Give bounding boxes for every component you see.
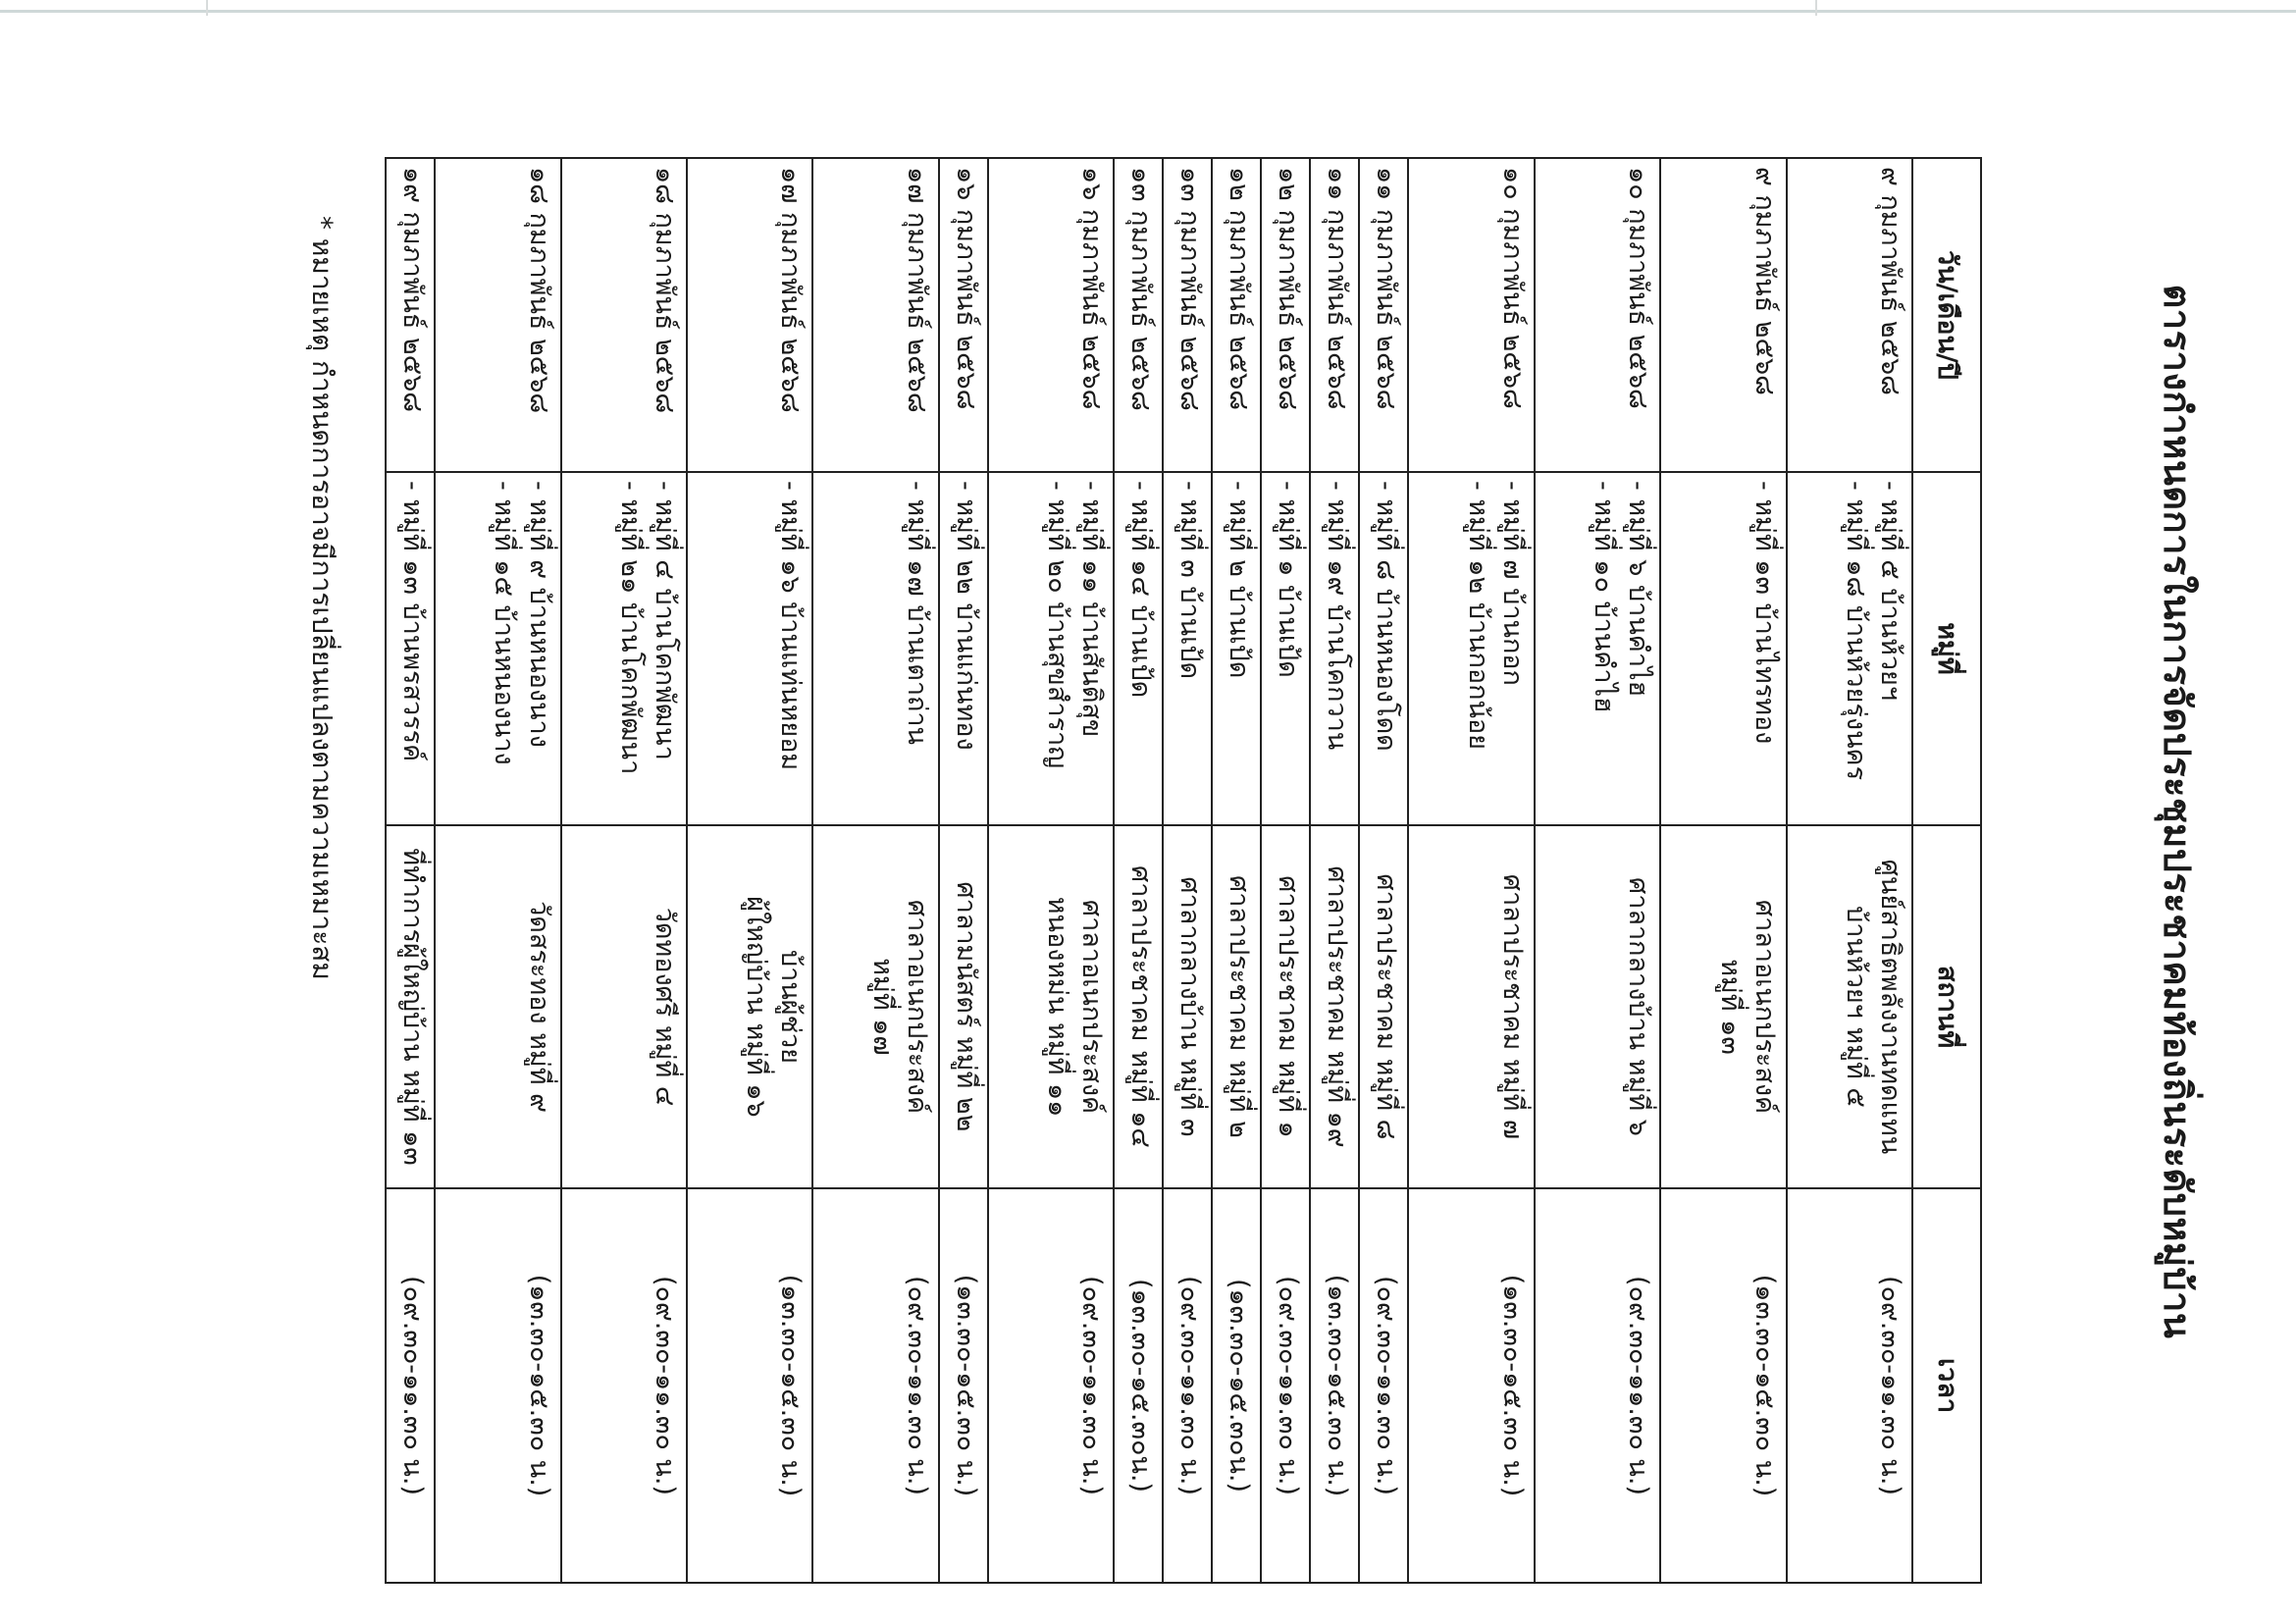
row-place bbox=[687, 825, 812, 1188]
row-time: (๐๙.๓๐-๑๑.๓๐ น.) bbox=[1359, 1188, 1408, 1583]
row-place bbox=[1359, 825, 1408, 1188]
row-place bbox=[1261, 825, 1310, 1188]
row-villages bbox=[988, 472, 1114, 825]
row-time: (๐๙.๓๐-๑๑.๓๐ น.) bbox=[561, 1188, 687, 1583]
row-villages bbox=[1261, 472, 1310, 825]
row-date: ๑๘ กุมภาพันธ์ ๒๕๖๘ bbox=[435, 158, 560, 472]
row-place bbox=[939, 825, 988, 1188]
place-line: ศาลาประชาคม หมู่ที่ ๑ bbox=[1273, 875, 1304, 1138]
table-row bbox=[1535, 158, 1660, 1583]
place-line: วัดทองศรี หมู่ที่ ๔ bbox=[649, 907, 680, 1107]
place-line: ศาลาประชาคม หมู่ที่ ๒ bbox=[1224, 875, 1255, 1138]
village-line: - หมู่ที่ ๑๓ บ้านพรสวรรค์ bbox=[397, 481, 429, 762]
village-line: - หมู่ที่ ๑๕ บ้านหนองนาง bbox=[489, 481, 520, 765]
footnote: * หมายเหตุ กำหนดการอาจมีการเปลี่ยนแปลงตามความเหมาะสม bbox=[306, 216, 339, 980]
row-place bbox=[1535, 825, 1660, 1188]
row-date: ๑๓ กุมภาพันธ์ ๒๕๖๘ bbox=[1163, 158, 1212, 472]
row-date: ๑๗ กุมภาพันธ์ ๒๕๖๘ bbox=[687, 158, 812, 472]
row-time: (๐๙.๓๐-๑๑.๓๐ น.) bbox=[988, 1188, 1114, 1583]
village-line: - หมู่ที่ ๓ บ้านเป้ด bbox=[1174, 481, 1206, 679]
place-line: ศาลามนัสตร์ หมู่ที่ ๒๒ bbox=[950, 881, 981, 1132]
place-line: หนองหม่น หมู่ที่ ๑๑ bbox=[1042, 896, 1073, 1118]
row-villages bbox=[561, 472, 687, 825]
table-row bbox=[1212, 158, 1261, 1583]
row-villages bbox=[939, 472, 988, 825]
schedule-table bbox=[385, 157, 1982, 1584]
document-title: ตารางกำหนดการในการจัดประชุมประชาคมท้องถิ่นระดับหมู่บ้าน bbox=[2156, 284, 2199, 1339]
row-place bbox=[435, 825, 560, 1188]
table-row bbox=[1310, 158, 1359, 1583]
row-time: (๑๓.๓๐-๑๕.๓๐ น.) bbox=[1660, 1188, 1786, 1583]
row-time: (๐๙.๓๐-๑๑.๓๐ น.) bbox=[812, 1188, 938, 1583]
table-row bbox=[988, 158, 1114, 1583]
row-time: (๐๙.๓๐-๑๑.๓๐ น.) bbox=[1163, 1188, 1212, 1583]
place-line: หมู่ที่ ๑๗ bbox=[866, 958, 898, 1056]
place-line: ศาลาอเนกประสงค์ bbox=[1076, 899, 1108, 1115]
place-line: ศาลาประชาคม หมู่ที่ ๘ bbox=[1371, 873, 1402, 1140]
row-time: (๑๓.๓๐-๑๕.๓๐น.) bbox=[1114, 1188, 1163, 1583]
village-line: - หมู่ที่ ๙ บ้านหนองนาง bbox=[523, 481, 554, 748]
row-date: ๑๙ กุมภาพันธ์ ๒๕๖๘ bbox=[386, 158, 435, 472]
table-row bbox=[812, 158, 938, 1583]
row-villages bbox=[1114, 472, 1163, 825]
village-line: - หมู่ที่ ๑๑ บ้านสันติสุข bbox=[1076, 481, 1108, 738]
table-row bbox=[561, 158, 687, 1583]
row-villages bbox=[1163, 472, 1212, 825]
place-line: วัดสระทอง หมู่ที่ ๙ bbox=[523, 901, 554, 1113]
row-time: (๑๓.๓๐-๑๕.๓๐ น.) bbox=[435, 1188, 560, 1583]
row-place bbox=[1310, 825, 1359, 1188]
row-time: (๐๙.๓๐-๑๑.๓๐ น.) bbox=[386, 1188, 435, 1583]
row-time: (๑๓.๓๐-๑๕.๓๐ น.) bbox=[1310, 1188, 1359, 1583]
table-row bbox=[939, 158, 988, 1583]
table-row bbox=[1261, 158, 1310, 1583]
place-line: บ้านผู้ช่วย bbox=[775, 950, 807, 1064]
table-row bbox=[1787, 158, 1912, 1583]
place-line: ศาลาประชาคม หมู่ที่ ๗ bbox=[1496, 873, 1528, 1140]
row-villages bbox=[1660, 472, 1786, 825]
village-line: - หมู่ที่ ๑๐ บ้านคำไฮ bbox=[1589, 481, 1620, 713]
village-line: - หมู่ที่ ๒ บ้านเป้ด bbox=[1224, 481, 1255, 679]
village-line: - หมู่ที่ ๗ บ้านกอก bbox=[1496, 481, 1528, 686]
village-line: - หมู่ที่ ๘ บ้านหนองโดด bbox=[1371, 481, 1402, 752]
row-date: ๑๗ กุมภาพันธ์ ๒๕๖๘ bbox=[812, 158, 938, 472]
place-line: ศูนย์สาธิตพลังงานทดแทน bbox=[1875, 859, 1905, 1155]
place-line: หมู่ที่ ๑๓ bbox=[1714, 959, 1746, 1055]
row-place bbox=[988, 825, 1114, 1188]
row-date: ๑๘ กุมภาพันธ์ ๒๕๖๘ bbox=[561, 158, 687, 472]
row-date: ๑๑ กุมภาพันธ์ ๒๕๖๘ bbox=[1310, 158, 1359, 472]
row-date: ๑๖ กุมภาพันธ์ ๒๕๖๘ bbox=[988, 158, 1114, 472]
row-place bbox=[561, 825, 687, 1188]
header-village: หมู่ที่ bbox=[1912, 472, 1981, 825]
row-time: (๑๓.๓๐-๑๕.๓๐ น.) bbox=[939, 1188, 988, 1583]
place-line: ผู้ใหญ่บ้าน หมู่ที่ ๑๖ bbox=[741, 896, 772, 1118]
village-line: - หมู่ที่ ๑๔ บ้านเป้ด bbox=[1125, 481, 1157, 699]
village-line: - หมู่ที่ ๒๒ บ้านแก่นทอง bbox=[950, 481, 981, 751]
row-place bbox=[1212, 825, 1261, 1188]
row-place bbox=[812, 825, 938, 1188]
village-line: - หมู่ที่ ๑๙ บ้านโคกวาน bbox=[1322, 481, 1353, 751]
row-place bbox=[386, 825, 435, 1188]
village-line: - หมู่ที่ ๑๘ บ้านห้วยรุ่งนคร bbox=[1840, 481, 1871, 781]
row-date: ๑๐ กุมภาพันธ์ ๒๕๖๘ bbox=[1535, 158, 1660, 472]
place-line: ศาลากลางบ้าน หมู่ที่ ๓ bbox=[1174, 876, 1206, 1137]
row-place bbox=[1408, 825, 1534, 1188]
village-line: - หมู่ที่ ๑๖ บ้านแท่นหยอม bbox=[775, 481, 807, 771]
village-line: - หมู่ที่ ๑ บ้านเป้ด bbox=[1273, 481, 1304, 678]
village-line: - หมู่ที่ ๒๐ บ้านสุขสำราญ bbox=[1042, 481, 1073, 769]
header-place: สถานที่ bbox=[1912, 825, 1981, 1188]
table-row bbox=[1660, 158, 1786, 1583]
village-line: - หมู่ที่ ๒๑ บ้านโคกพัฒนา bbox=[614, 481, 646, 775]
table-row bbox=[1408, 158, 1534, 1583]
row-place bbox=[1163, 825, 1212, 1188]
row-date: ๑๑ กุมภาพันธ์ ๒๕๖๘ bbox=[1359, 158, 1408, 472]
row-villages bbox=[1787, 472, 1912, 825]
row-date: ๙ กุมภาพันธ์ ๒๕๖๘ bbox=[1660, 158, 1786, 472]
row-time: (๑๓.๓๐-๑๕.๓๐ น.) bbox=[687, 1188, 812, 1583]
place-line: บ้านห้วยฯ หมู่ที่ ๕ bbox=[1840, 906, 1871, 1108]
row-time: (๐๙.๓๐-๑๑.๓๐ น.) bbox=[1535, 1188, 1660, 1583]
village-line: - หมู่ที่ ๑๓ บ้านไทรทอง bbox=[1748, 481, 1780, 745]
row-time: (๐๙.๓๐-๑๑.๓๐ น.) bbox=[1787, 1188, 1912, 1583]
header-date: วัน/เดือน/ปี bbox=[1912, 158, 1981, 472]
table-row bbox=[1163, 158, 1212, 1583]
table-row bbox=[435, 158, 560, 1583]
table-row bbox=[687, 158, 812, 1583]
row-date: ๑๒ กุมภาพันธ์ ๒๕๖๘ bbox=[1212, 158, 1261, 472]
row-date: ๑๖ กุมภาพันธ์ ๒๕๖๘ bbox=[939, 158, 988, 472]
row-date: ๙ กุมภาพันธ์ ๒๕๖๘ bbox=[1787, 158, 1912, 472]
schedule-table-body bbox=[386, 158, 1912, 1583]
place-line: ศาลาอเนกประสงค์ bbox=[1748, 899, 1780, 1115]
place-line: ศาลาประชาคม หมู่ที่ ๑๙ bbox=[1322, 865, 1353, 1148]
row-villages bbox=[687, 472, 812, 825]
row-villages bbox=[812, 472, 938, 825]
row-villages bbox=[1408, 472, 1534, 825]
row-time: (๑๓.๓๐-๑๕.๓๐ น.) bbox=[1408, 1188, 1534, 1583]
village-line: - หมู่ที่ ๑๒ บ้านกอกน้อย bbox=[1462, 481, 1493, 750]
table-row bbox=[1359, 158, 1408, 1583]
village-line: - หมู่ที่ ๑๗ บ้านเตาถ่าน bbox=[901, 481, 932, 745]
table-row bbox=[386, 158, 435, 1583]
place-line: ศาลาอเนกประสงค์ bbox=[901, 899, 932, 1115]
place-line: ที่ทำการผู้ใหญ่บ้าน หมู่ที่ ๑๓ bbox=[397, 848, 429, 1166]
row-date: ๑๐ กุมภาพันธ์ ๒๕๖๘ bbox=[1408, 158, 1534, 472]
place-line: ศาลากลางบ้าน หมู่ที่ ๖ bbox=[1623, 877, 1654, 1136]
row-place bbox=[1787, 825, 1912, 1188]
row-villages bbox=[1359, 472, 1408, 825]
row-date: ๑๓ กุมภาพันธ์ ๒๕๖๘ bbox=[1114, 158, 1163, 472]
table-header-row bbox=[1912, 158, 1981, 1583]
row-villages bbox=[1212, 472, 1261, 825]
row-villages bbox=[1310, 472, 1359, 825]
table-row bbox=[1114, 158, 1163, 1583]
village-line: - หมู่ที่ ๕ บ้านห้วยฯ bbox=[1875, 481, 1905, 702]
row-place bbox=[1660, 825, 1786, 1188]
row-place bbox=[1114, 825, 1163, 1188]
header-time: เวลา bbox=[1912, 1188, 1981, 1583]
row-time: (๐๙.๓๐-๑๑.๓๐ น.) bbox=[1261, 1188, 1310, 1583]
village-line: - หมู่ที่ ๔ บ้านโคกพัฒนา bbox=[649, 481, 680, 760]
row-villages bbox=[386, 472, 435, 825]
village-line: - หมู่ที่ ๖ บ้านคำไฮ bbox=[1623, 481, 1654, 698]
row-date: ๑๒ กุมภาพันธ์ ๒๕๖๘ bbox=[1261, 158, 1310, 472]
row-time: (๑๓.๓๐-๑๕.๓๐น.) bbox=[1212, 1188, 1261, 1583]
row-villages bbox=[435, 472, 560, 825]
row-villages bbox=[1535, 472, 1660, 825]
place-line: ศาลาประชาคม หมู่ที่ ๑๔ bbox=[1125, 865, 1157, 1148]
